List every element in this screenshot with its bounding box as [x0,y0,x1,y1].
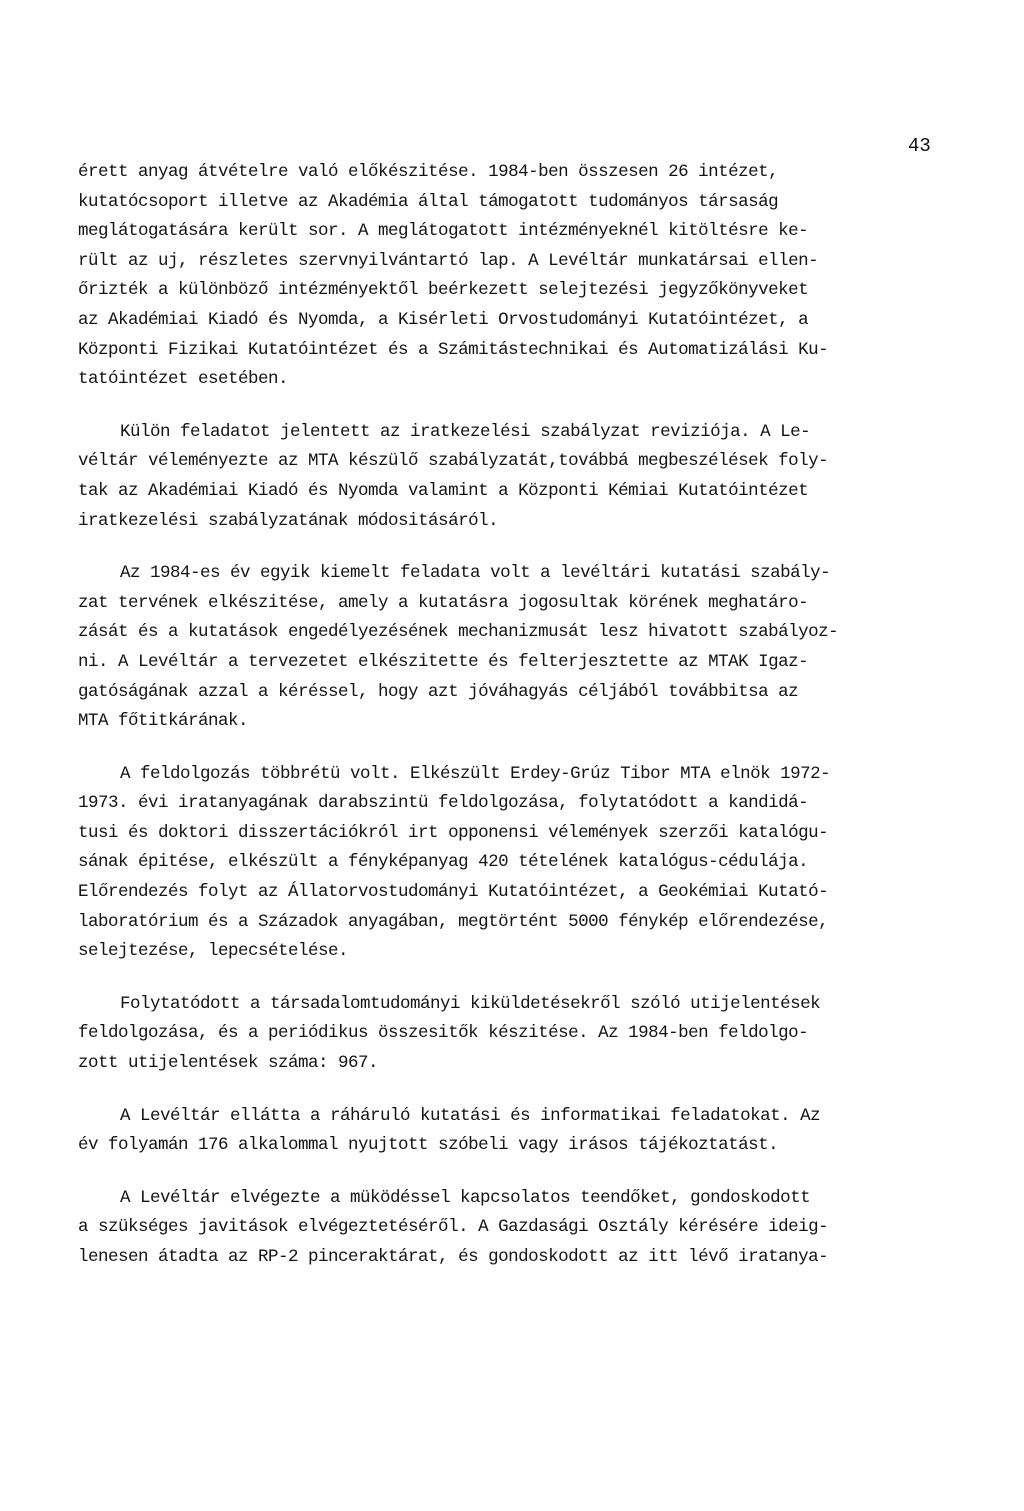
text-line: tatóintézet esetében. [78,369,289,390]
text-line: MTA főtitkárának. [78,711,249,732]
text-line: tusi és doktori disszertációkról irt opponensi vélemények szerzői katalógu- [78,822,829,843]
text-line: Előrendezés folyt az Állatorvostudományi Kutatóintézet, a Geokémiai Kutató- [78,882,829,903]
paragraph-gap [78,1079,948,1102]
paragraph-2 [78,418,948,536]
text-line: zott utijelentések száma: 967. [78,1053,379,1074]
text-line: zását és a kutatások engedélyezésének mechanizmusát lesz hivatott szabályoz- [78,622,839,643]
text-line: feldolgozása, és a periódikus összesitők készitése. Az 1984-ben feldolgo- [78,1023,809,1044]
text-line: a szükséges javitások elvégeztetéséről. A Gazdasági Osztály kérésére ideig- [78,1217,829,1238]
text-line: A feldolgozás többrétü volt. Elkészült Erdey-Grúz Tibor MTA elnök 1972- [120,763,831,784]
paragraph-gap [78,967,948,990]
text-line: A Levéltár ellátta a ráháruló kutatási és informatikai feladatokat. Az [120,1105,821,1126]
paragraph-4 [78,760,948,967]
paragraph-gap [78,536,948,559]
text-line: lenesen átadta az RP-2 pinceraktárat, és gondoskodott az itt lévő iratanya- [78,1247,829,1267]
document-body [78,158,948,1273]
paragraph-gap [78,737,948,760]
text-line: 1973. évi iratanyagának darabszintü feldolgozása, folytatódott a kandidá- [78,793,809,814]
text-line: zat tervének elkészitése, amely a kutatásra jogosultak körének meghatáro- [78,592,809,613]
text-line: sának épitése, elkészült a fényképanyag 420 tételének katalógus-cédulája. [78,852,809,873]
paragraph-6 [78,1102,948,1161]
text-line: kutatócsoport illetve az Akadémia által támogatott tudományos társaság [78,191,779,212]
text-line: véltár véleményezte az MTA készülő szabályzatát,továbbá megbeszélések foly- [78,451,829,472]
text-line: selejtezése, lepecsételése. [78,941,349,962]
text-line: gatóságának azzal a kéréssel, hogy azt jóváhagyás céljából továbbitsa az [78,681,799,702]
text-line: Központi Fizikai Kutatóintézet és a Számitástechnikai és Automatizálási Ku- [78,339,829,360]
paragraph-7 [78,1184,948,1273]
text-line: meglátogatására került sor. A meglátogatott intézményeknél kitöltésre ke- [78,221,809,242]
paragraph-1 [78,158,948,395]
text-line: év folyamán 176 alkalommal nyujtott szóbeli vagy irásos tájékoztatást. [78,1135,779,1156]
text-line: az Akadémiai Kiadó és Nyomda, a Kisérleti Orvostudományi Kutatóintézet, a [78,309,809,330]
text-line: iratkezelési szabályzatának módositásáról. [78,510,499,531]
text-line: laboratórium és a Századok anyagában, megtörtént 5000 fénykép előrendezése, [78,911,829,932]
text-line: Folytatódott a társadalomtudományi kiküldetésekről szóló utijelentések [120,993,821,1014]
paragraph-5 [78,990,948,1079]
text-line: Az 1984-es év egyik kiemelt feladata volt a levéltári kutatási szabály- [120,563,831,584]
paragraph-gap [78,1161,948,1184]
text-line: érett anyag átvételre való előkészitése. 1984-ben összesen 26 intézet, [78,162,779,182]
paragraph-gap [78,395,948,418]
page-number: 43 [908,135,931,157]
text-line: rült az uj, részletes szervnyilvántartó lap. A Levéltár munkatársai ellen- [78,250,819,271]
text-line: Külön feladatot jelentett az iratkezelési szabályzat reviziója. A Le- [120,421,811,442]
text-line: tak az Akadémiai Kiadó és Nyomda valamint a Központi Kémiai Kutatóintézet [78,480,809,501]
text-line: ni. A Levéltár a tervezetet elkészitette és felterjesztette az MTAK Igaz- [78,651,809,672]
text-line: A Levéltár elvégezte a müködéssel kapcsolatos teendőket, gondoskodott [120,1187,811,1208]
paragraph-3 [78,559,948,737]
text-line: őrizték a különböző intézményektől beérkezett selejtezési jegyzőkönyveket [78,280,809,301]
